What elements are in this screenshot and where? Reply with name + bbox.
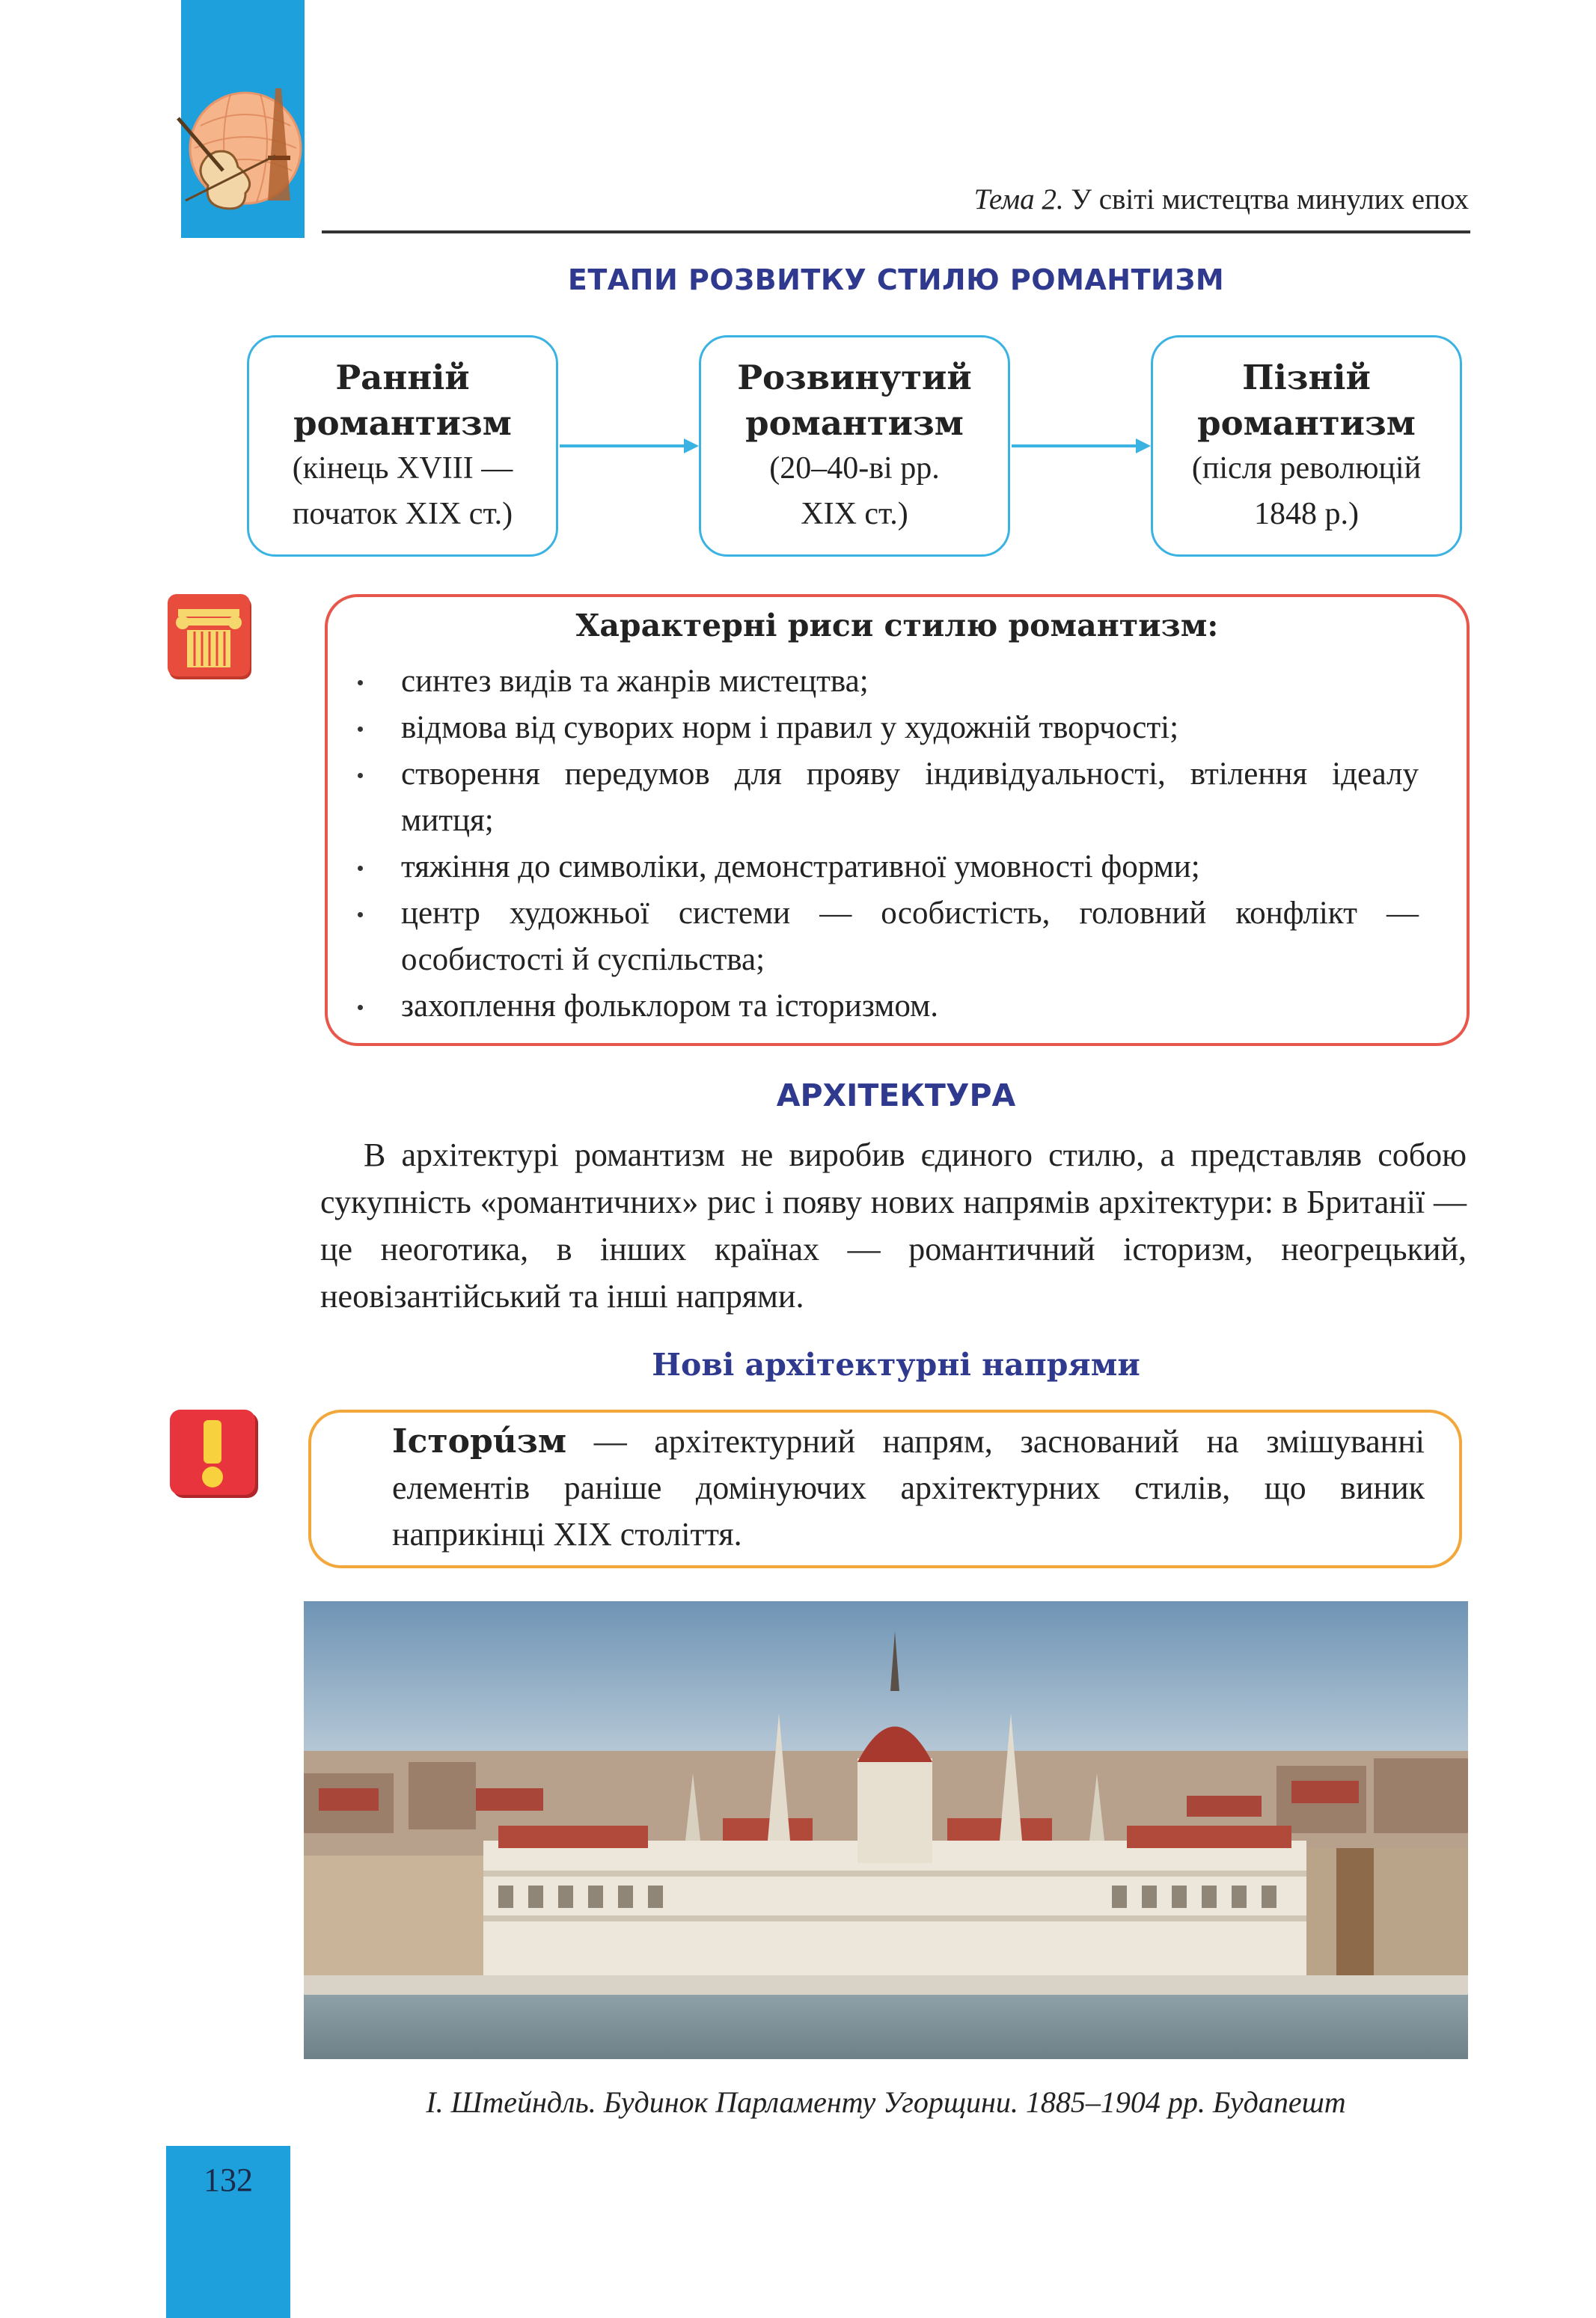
stage-period-line2: початок XIX ст.) — [292, 497, 513, 531]
stage-period-line2: 1848 р.) — [1254, 497, 1359, 531]
list-item: синтез видів та жанрів мистецтва; — [356, 658, 1419, 705]
stage-name-line2: романтизм — [293, 403, 512, 443]
violin-eiffel-emblem-icon — [163, 73, 313, 238]
features-title: Характерні риси стилю романтизм: — [575, 608, 1219, 643]
topic-title: У світі мистецтва минулих епох — [1071, 183, 1469, 215]
list-item: захоплення фольклором та історизмом. — [356, 983, 1419, 1030]
page-number: 132 — [204, 2162, 253, 2198]
stage-box-late — [1151, 335, 1462, 557]
definition-term: Історúзм — [392, 1422, 567, 1461]
list-item: відмова від суворих норм і правил у художній творчості; — [356, 705, 1419, 751]
stage-box-developed — [699, 335, 1010, 557]
page-header-topic — [974, 183, 1469, 216]
stage-name-line1: Розвинутий — [737, 358, 972, 397]
list-item: центр художньої системи — особистість, головний конфлікт — особистості й суспільства; — [356, 890, 1419, 983]
stage-box-early — [247, 335, 558, 557]
stage-period-line1: (20–40-ві рр. — [769, 451, 940, 486]
features-list — [356, 658, 1419, 1030]
new-directions-heading: Нові архітектурні напрями — [652, 1347, 1140, 1383]
header-divider — [322, 230, 1470, 233]
topic-label: Тема 2. — [973, 183, 1064, 215]
architecture-paragraph: В архітектурі романтизм не виробив єдиного стилю, а представляв собою сукупність «романтичних» рис і появу нових напрямів архітектури: в Британії — це неоготика, в інших країнах — романтичний історизм, неогрецький, неовізантійський та інші напрями. — [320, 1137, 1467, 1315]
parliament-photo — [304, 1601, 1468, 2059]
definition-body: — архітектурний напрям, заснований на змішуванні елементів раніше домінуючих архітектурних стилів, що виник наприкінці XIX століття. — [392, 1423, 1425, 1553]
stage-period-line1: (кінець XVIII — — [292, 451, 513, 486]
arrow-stage-2-to-3 — [1012, 438, 1151, 453]
stage-name-line1: Ранній — [335, 358, 470, 397]
stages-heading: ЕТАПИ РОЗВИТКУ СТИЛЮ РОМАНТИЗМ — [567, 263, 1225, 296]
exclamation-icon — [168, 1408, 260, 1499]
architecture-heading: АРХІТЕКТУРА — [776, 1077, 1016, 1113]
column-capital-icon — [166, 593, 254, 682]
stage-name-line1: Пізній — [1242, 358, 1371, 397]
stage-name-line2: романтизм — [745, 403, 964, 443]
photo-caption: І. Штейндль. Будинок Парламенту Угорщини. 1885–1904 рр. Будапешт — [426, 2085, 1346, 2119]
stage-period-line2: XIX ст.) — [801, 497, 908, 531]
stage-name-line2: романтизм — [1197, 403, 1416, 443]
list-item: тяжіння до символіки, демонстративної умовності форми; — [356, 844, 1419, 890]
list-item: створення передумов для прояву індивідуальності, втілення ідеалу митця; — [356, 751, 1419, 844]
arrow-stage-1-to-2 — [560, 438, 699, 453]
definition-text — [392, 1419, 1425, 1558]
stage-period-line1: (після революцій — [1191, 451, 1422, 486]
